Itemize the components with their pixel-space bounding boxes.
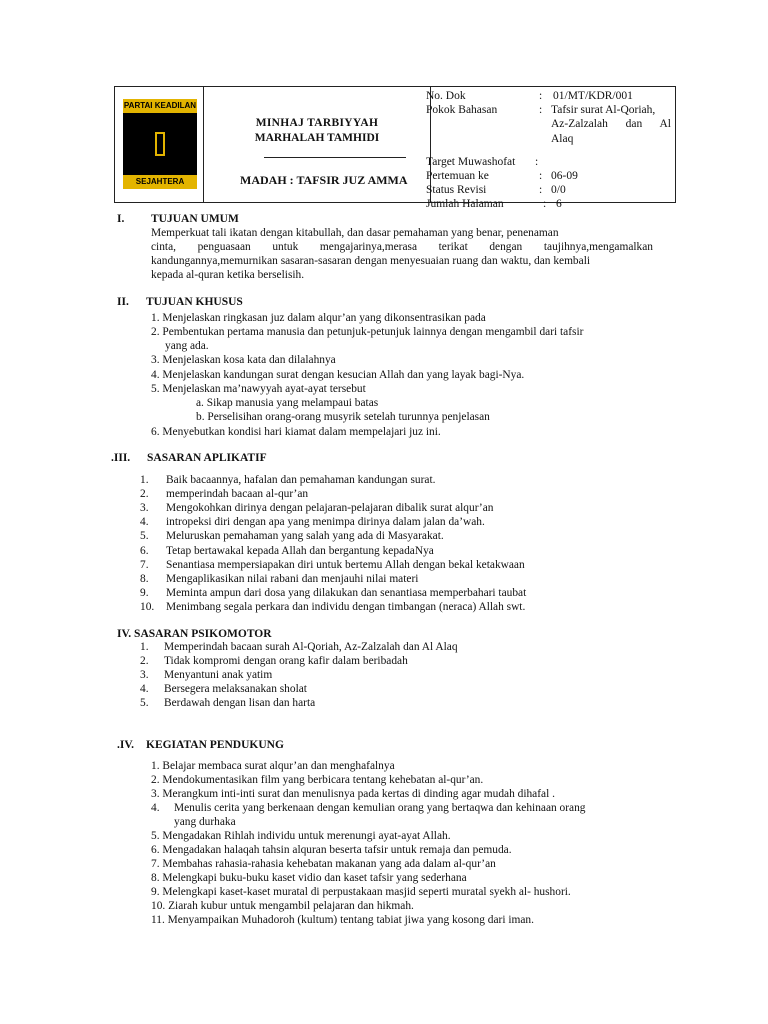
meta-value: 0/0 — [551, 184, 566, 197]
list-item: 6. Mengadakan halaqah tahsin alquran beserta tafsir untuk remaja dan pemuda. — [151, 844, 512, 856]
meta-value: Az-Zalzalah dan Al — [551, 118, 671, 131]
list-item: 10. Ziarah kubur untuk mengambil pelajaran dan hikmah. — [151, 900, 414, 912]
list-item: 3. Merangkum inti-inti surat dan menulisnya pada kertas di dinding agar mudah dihafal . — [151, 788, 555, 800]
document-meta: No. Dok : 01/MT/KDR/001 Pokok Bahasan : Tafsir surat Al-Qoriah, Az-Zalzalah dan Al Alaq Target Muwashofat : Pertemuan ke : 06-09 Status Revisi : 0/0 Jumlah Halaman : 6 — [426, 89, 671, 212]
list-item: Memperindah bacaan surah Al-Qoriah, Az-Zalzalah dan Al Alaq — [164, 641, 458, 653]
list-item: Bersegera melaksanakan sholat — [164, 683, 307, 696]
section-heading: IV. SASARAN PSIKOMOTOR — [117, 628, 272, 640]
list-item: 11. Menyampaikan Muhadoroh (kultum) tentang tabiat jiwa yang kosong dari iman. — [151, 914, 534, 926]
meta-label: No. Dok — [426, 90, 466, 102]
list-item: 5. Menjelaskan ma’nawyyah ayat-ayat tersebut — [151, 383, 366, 395]
title-cell — [204, 87, 431, 202]
list-item: a. Sikap manusia yang melampaui batas — [196, 397, 379, 409]
paragraph-line: Memperkuat tali ikatan dengan kitabullah, dan dasar pemahaman yang benar, penenaman — [151, 227, 559, 239]
list-item: 8. Melengkapi buku-buku kaset vidio dan kaset tafsir yang sederhana — [151, 872, 467, 884]
document-title-line1: MINHAJ TARBIYYAH — [255, 117, 379, 129]
list-item: memperindah bacaan al-qur’an — [166, 488, 309, 501]
section-number: .IV. — [117, 739, 135, 751]
list-item: Meminta ampun dari dosa yang dilakukan dan senantiasa memperbahari taubat — [166, 586, 527, 599]
logo-top-text: PARTAI KEADILAN — [123, 99, 197, 113]
section-heading: SASARAN APLIKATIF — [147, 452, 267, 464]
meta-value: Alaq — [551, 132, 574, 145]
list-item: Menulis cerita yang berkenaan dengan kemulian orang yang bertaqwa dan kehinaan orang — [174, 802, 586, 814]
list-item: yang ada. — [165, 340, 209, 352]
list-item: 4. Menjelaskan kandungan surat dengan kesucian Allah dan yang layak bagi-Nya. — [151, 369, 525, 381]
list-item: Berdawah dengan lisan dan harta — [164, 697, 316, 710]
crescent-kaaba-icon — [133, 116, 187, 172]
meta-value: 06-09 — [551, 169, 578, 182]
list-item: 1. Belajar membaca surat alqur’an dan menghafalnya — [151, 760, 395, 772]
meta-label: Jumlah Halaman — [426, 198, 504, 211]
meta-label: Pertemuan ke — [426, 169, 489, 182]
list-item-number: 7. — [140, 558, 149, 571]
logo-cell — [115, 87, 204, 202]
title-underline — [264, 157, 406, 158]
list-item-number: 8. — [140, 572, 149, 585]
list-item: Baik bacaannya, hafalan dan pemahaman kandungan surat. — [166, 474, 436, 486]
list-item: Tidak kompromi dengan orang kafir dalam beribadah — [164, 655, 408, 668]
list-item: yang durhaka — [174, 816, 236, 828]
list-item-number: 2. — [140, 488, 149, 501]
list-item: Mengaplikasikan nilai rabani dan menjauhi nilai materi — [166, 572, 419, 585]
list-item-number: 10. — [140, 600, 155, 613]
meta-value: 6 — [556, 198, 562, 211]
list-item: b. Perselisihan orang-orang musyrik setelah turunnya penjelasan — [196, 411, 490, 423]
paragraph-line: kandungannya,memurnikan sasaran-sasaran dengan menyesuaian ruang dan waktu, dan kembali — [151, 255, 591, 267]
header-table — [114, 86, 676, 211]
meta-value: Tafsir surat Al-Qoriah, — [551, 104, 656, 117]
list-item: 1. Menjelaskan ringkasan juz dalam alqur’an yang dikonsentrasikan pada — [151, 312, 486, 324]
section-number: I. — [117, 213, 125, 225]
section-number: .III. — [111, 452, 131, 464]
list-item-number: 9. — [140, 586, 149, 599]
meta-label: Target Muwashofat — [426, 155, 516, 168]
meta-value: 01/MT/KDR/001 — [553, 90, 633, 102]
list-item: Senantiasa mempersiapakan diri untuk bertemu Allah dengan bekal ketakwaan — [166, 558, 525, 571]
logo-bottom-text: SEJAHTERA — [123, 175, 197, 189]
list-item: 6. Menyebutkan kondisi hari kiamat dalam mempelajari juz ini. — [151, 426, 441, 438]
section-heading: TUJUAN UMUM — [151, 213, 239, 225]
party-logo — [123, 99, 197, 189]
list-item-number: 4. — [151, 802, 160, 814]
list-item-number: 1. — [140, 641, 149, 653]
paragraph-line: cinta, penguasaan untuk mengajarinya,merasa terikat dengan taujihnya,mengamalkan — [151, 241, 653, 253]
list-item: 9. Melengkapi kaset-kaset muratal di perpustakaan masjid seperti muratal syekh al- hushori. — [151, 886, 571, 898]
list-item: 5. Mengadakan Rihlah individu untuk merenungi ayat-ayat Allah. — [151, 830, 451, 842]
list-item-number: 5. — [140, 530, 149, 543]
madah-title: MADAH : TAFSIR JUZ AMMA — [240, 173, 408, 187]
list-item: 7. Membahas rahasia-rahasia kehebatan makanan yang ada dalam al-qur’an — [151, 858, 496, 870]
meta-label: Status Revisi — [426, 184, 487, 197]
list-item-number: 1. — [140, 474, 149, 486]
list-item: 3. Menjelaskan kosa kata dan dilalahnya — [151, 354, 336, 366]
list-item-number: 4. — [140, 683, 149, 696]
document-title-line2: MARHALAH TAMHIDI — [254, 132, 380, 144]
list-item-number: 3. — [140, 502, 149, 515]
section-number: II. — [117, 296, 129, 308]
list-item-number: 3. — [140, 669, 149, 682]
section-heading: KEGIATAN PENDUKUNG — [146, 739, 284, 751]
list-item: 2. Mendokumentasikan film yang berbicara tentang kehebatan al-qur’an. — [151, 774, 484, 786]
list-item: Mengokohkan dirinya dengan pelajaran-pelajaran dibalik surat alqur’an — [166, 502, 494, 515]
paragraph-line: kepada al-quran ketika berselisih. — [151, 269, 305, 281]
list-item: Menimbang segala perkara dan individu dengan timbangan (neraca) Allah swt. — [166, 600, 526, 613]
list-item-number: 4. — [140, 516, 149, 529]
section-heading: TUJUAN KHUSUS — [146, 296, 243, 308]
list-item-number: 5. — [140, 697, 149, 710]
list-item-number: 2. — [140, 655, 149, 668]
list-item: Tetap bertawakal kepada Allah dan bergantung kepadaNya — [166, 544, 434, 557]
list-item: intropeksi diri dengan apa yang menimpa dirinya dalam jalan da’wah. — [166, 516, 485, 529]
list-item-number: 6. — [140, 544, 149, 557]
list-item: Menyantuni anak yatim — [164, 669, 273, 682]
list-item: 2. Pembentukan pertama manusia dan petunjuk-petunjuk lainnya dengan mengambil dari tafsir — [151, 326, 584, 338]
meta-label: Pokok Bahasan — [426, 104, 498, 117]
list-item: Meluruskan pemahaman yang salah yang ada di Masyarakat. — [166, 530, 444, 543]
